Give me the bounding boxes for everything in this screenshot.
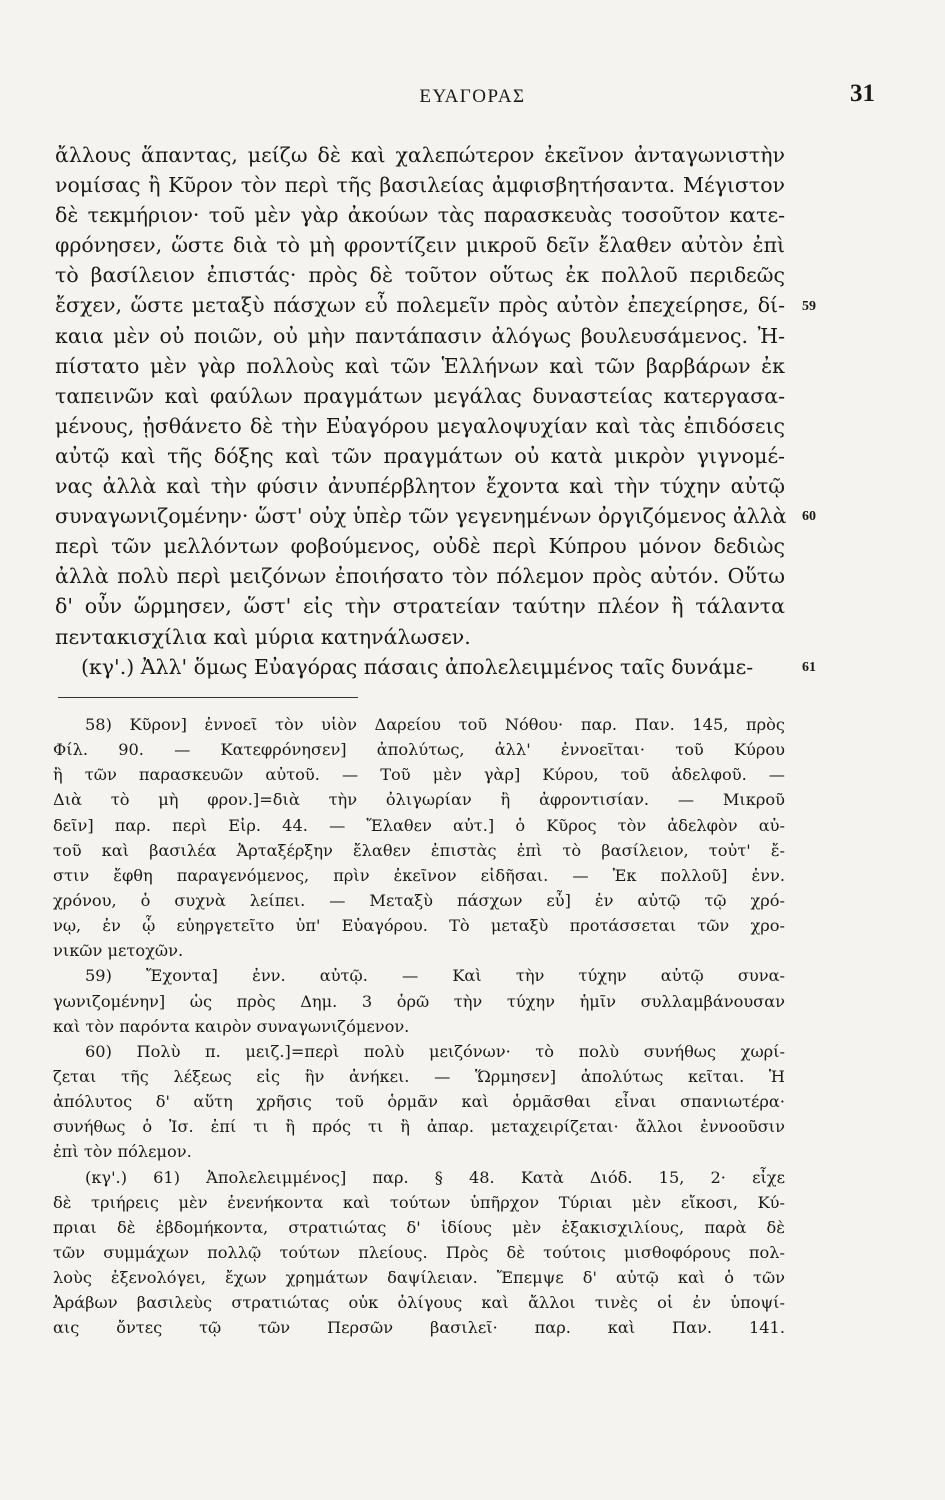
main-text-line: πίστατο μὲν γὰρ πολλοὺς καὶ τῶν Ἑλλήνων καὶ τῶν βαρβάρων ἐκ [55, 353, 785, 378]
footnote-line: Διὰ τὸ μὴ φρον.]=διὰ τὴν ὀλιγωρίαν ἢ ἀφροντισίαν. — Μικροῦ [53, 790, 785, 810]
main-text-line: φρόνησεν, ὥστε διὰ τὸ μὴ φροντίζειν μικροῦ δεῖν ἔλαθεν αὐτὸν ἐπὶ [55, 233, 785, 258]
footnotes-block [53, 712, 785, 1341]
footnote-line: Φίλ. 90. — Κατεφρόνησεν] ἀπολύτως, ἀλλ' ἐννοεῖται· τοῦ Κύρου [53, 740, 785, 760]
main-text-line: δ' οὖν ὥρμησεν, ὥστ' εἰς τὴν στρατείαν ταύτην πλέον ἢ τάλαντα [55, 594, 785, 619]
main-text-line: νομίσας ἢ Κῦρον τὸν περὶ τῆς βασιλείας ἀμφισβητήσαντα. Μέγιστον [55, 173, 785, 198]
margin-line-number: 59 [802, 298, 816, 314]
footnote-line: τοῦ καὶ βασιλέα Ἀρταξέρξην ἔλαθεν ἐπιστὰς ἐπὶ τὸ βασίλειον, τοὐτ' ἔ- [53, 840, 785, 860]
footnote-line: 59) Ἔχοντα] ἐνν. αὐτῷ. — Καὶ τὴν τύχην αὐτῷ συνα- [85, 966, 785, 986]
footnote-line: δεῖν] παρ. περὶ Εἰρ. 44. — Ἔλαθεν αὐτ.] ὁ Κῦρος τὸν ἀδελφὸν αὐ- [53, 815, 785, 835]
main-text-line: περὶ τῶν μελλόντων φοβούμενος, οὐδὲ περὶ Κύπρου μόνον δεδιὼς [55, 534, 785, 559]
main-text-line: συναγωνιζομένην· ὥστ' οὐχ ὑπὲρ τῶν γεγενημένων ὀργιζόμενος ἀλλὰ [55, 504, 787, 529]
footnote-line: νικῶν μετοχῶν. [53, 941, 184, 961]
main-text-line: ταπεινῶν καὶ φαύλων πραγμάτων μεγάλας δυναστείας κατεργασα- [55, 383, 785, 408]
footnote-line: λοὺς ἐξενολόγει, ἔχων χρημάτων δαψίλειαν. Ἔπεμψε δ' αὐτῷ καὶ ὁ τῶν [53, 1268, 785, 1288]
main-text-line: καια μὲν οὐ ποιῶν, οὐ μὴν παντάπασιν ἀλόγως βουλευσάμενος. Ἠ- [55, 323, 785, 348]
main-text-line: (κγ'.) Ἀλλ' ὅμως Εὐαγόρας πάσαις ἀπολελειμμένος ταῖς δυνάμε- [81, 654, 754, 679]
running-header-title: ΕΥΑΓΟΡΑΣ [419, 86, 526, 107]
footnote-line: συνήθως ὁ Ἰσ. ἐπί τι ἢ πρός τι ἢ ἀπαρ. μεταχειρίζεται· ἄλλοι ἐννοοῦσιν [53, 1117, 785, 1137]
main-text-line: αὐτῷ καὶ τῆς δόξης καὶ τῶν πραγμάτων οὐ κατὰ μικρὸν γιγνομέ- [55, 443, 785, 468]
main-text-block [55, 140, 785, 682]
main-text-line: μένους, ᾐσθάνετο δὲ τὴν Εὐαγόρου μεγαλοψυχίαν καὶ τὰς ἐπιδόσεις [55, 413, 785, 438]
margin-line-number: 60 [802, 509, 816, 525]
main-text-line: δὲ τεκμήριον· τοῦ μὲν γὰρ ἀκούων τὰς παρασκευὰς τοσοῦτον κατε- [55, 203, 785, 228]
footnote-line: πριαι δὲ ἑβδομήκοντα, στρατιώτας δ' ἰδίους μὲν ἑξακισχιλίους, παρὰ δὲ [53, 1217, 785, 1237]
margin-line-number: 61 [802, 659, 816, 675]
footnote-line: χρόνου, ὁ συχνὰ λείπει. — Μεταξὺ πάσχων εὖ] ἐν αὐτῷ τῷ χρό- [53, 890, 785, 910]
main-text-line: ἀλλὰ πολὺ περὶ μειζόνων ἐποιήσατο τὸν πόλεμον πρὸς αὐτόν. Οὕτω [55, 564, 785, 589]
footnote-line: καὶ τὸν παρόντα καιρὸν συναγωνιζόμενον. [53, 1016, 410, 1036]
footnote-line: νῳ, ἐν ᾧ εὐηργετεῖτο ὑπ' Εὐαγόρου. Τὸ μεταξὺ προτάσσεται τῶν χρο- [53, 916, 785, 936]
main-text-line: ἔσχεν, ὥστε μεταξὺ πάσχων εὖ πολεμεῖν πρὸς αὐτὸν ἐπεχείρησε, δί- [55, 293, 785, 318]
footnote-line: (κγ'.) 61) Ἀπολελειμμένος] παρ. § 48. Κατὰ Διόδ. 15, 2· εἶχε [85, 1167, 785, 1187]
footnote-line: ἐπὶ τὸν πόλεμον. [53, 1142, 192, 1162]
footnote-line: γωνιζομένην] ὡς πρὸς Δημ. 3 ὁρῶ τὴν τύχην ἡμῖν συλλαμβάνουσαν [53, 991, 785, 1011]
footnote-line: ἢ τῶν παρασκευῶν αὐτοῦ. — Τοῦ μὲν γὰρ] Κύρου, τοῦ ἀδελφοῦ. — [53, 765, 785, 785]
footnote-line: ἀπόλυτος δ' αὕτη χρῆσις τοῦ ὁρμᾶν καὶ ὁρμᾶσθαι εἶναι σπανιωτέρα· [53, 1092, 785, 1112]
main-text-line: πεντακισχίλια καὶ μύρια κατηνάλωσεν. [55, 624, 471, 649]
main-text-line: νας ἀλλὰ καὶ τὴν φύσιν ἀνυπέρβλητον ἔχοντα καὶ τὴν τύχην αὐτῷ [55, 474, 785, 499]
main-text-line: ἄλλους ἅπαντας, μείζω δὲ καὶ χαλεπώτερον ἐκεῖνον ἀνταγωνιστὴν [55, 143, 785, 167]
footnote-line: δὲ τριήρεις μὲν ἐνενήκοντα καὶ τούτων ὑπῆρχον Τύριαι μὲν εἴκοσι, Κύ- [53, 1192, 785, 1212]
footnote-line: στιν ἔφθη παραγενόμενος, πρὶν ἐκεῖνον εἰδῆσαι. — Ἐκ πολλοῦ] ἐνν. [53, 865, 785, 885]
footnote-line: 60) Πολὺ π. μειζ.]=περὶ πολὺ μειζόνων· τὸ πολὺ συνήθως χωρί- [85, 1041, 785, 1061]
footnote-line: τῶν συμμάχων πολλῷ τούτων πλείους. Πρὸς δὲ τούτοις μισθοφόρους πολ- [53, 1242, 785, 1262]
footnote-divider [58, 697, 358, 698]
footnote-line: Ἀράβων βασιλεὺς στρατιώτας οὐκ ὀλίγους καὶ ἄλλοι τινὲς οἱ ἐν ὑποψί- [53, 1293, 785, 1313]
footnote-line: 58) Κῦρον] ἐννοεῖ τὸν υἱὸν Δαρείου τοῦ Νόθου· παρ. Παν. 145, πρὸς [85, 715, 785, 734]
main-text-line: τὸ βασίλειον ἐπιστάς· πρὸς δὲ τοῦτον οὕτως ἐκ πολλοῦ περιδεῶς [55, 263, 785, 288]
page-number: 31 [850, 80, 875, 107]
footnote-line: αις ὄντες τῷ τῶν Περσῶν βασιλεῖ· παρ. καὶ Παν. 141. [53, 1318, 785, 1338]
footnote-line: ζεται τῆς λέξεως εἰς ἣν ἀνήκει. — Ὥρμησεν] ἀπολύτως κεῖται. Ἡ [53, 1066, 785, 1086]
